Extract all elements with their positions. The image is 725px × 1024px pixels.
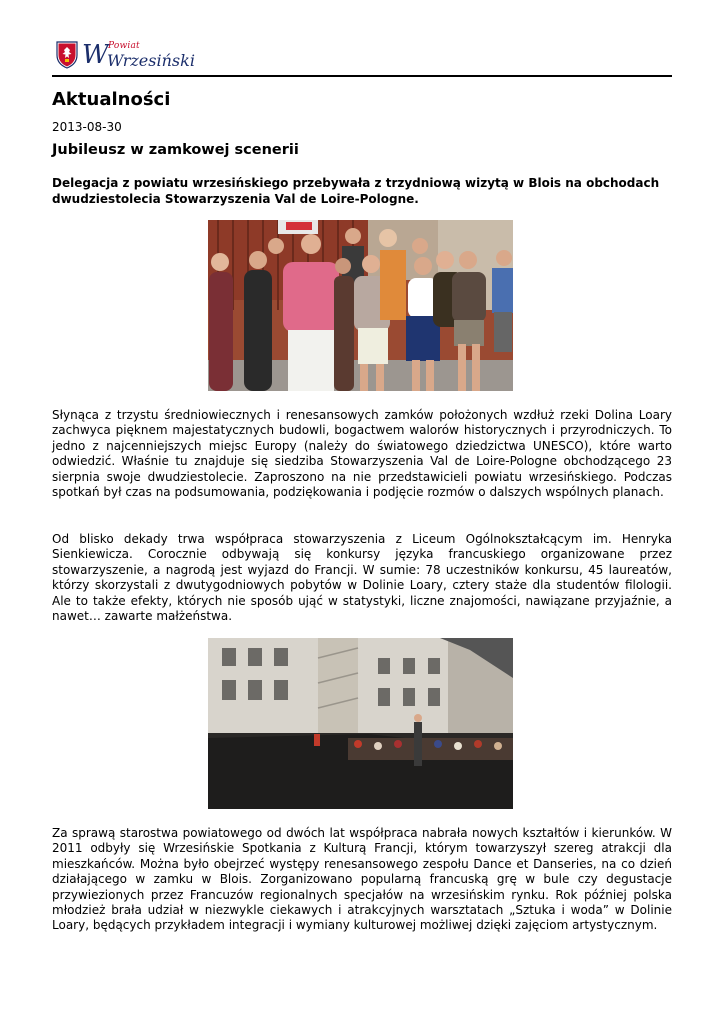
section-title: Aktualności: [52, 89, 171, 110]
article-paragraph-1: Słynąca z trzystu średniowiecznych i renesansowych zamków położonych wzdłuż rzeki Dolina Loary zachwyca pięknem majestatycznych budowli, bogactwem walorów historycznych i przyrodniczych. To jedno z najcenniejszych miejsc Europy (należy do światowego dziedzictwa UNESCO), które warto odwiedzić. Właśnie tu znajduje się siedziba Stowarzyszenia Val de Loire-Pologne obchodzącego 23 sierpnia swoje dwudziestolecie. Zaproszono na nie przedstawicieli powiatu wrzesińskiego. Podczas spotkań był czas na podsumowania, podziękowania i podjęcie rozmów o dalszych wspólnych planach.: [52, 408, 672, 500]
castle-photo: [208, 638, 513, 809]
article-lead: Delegacja z powiatu wrzesińskiego przebywała z trzydniową wizytą w Blois na obchodach dwudziestolecia Stowarzyszenia Val de Loire-Pologne.: [52, 176, 660, 206]
logo-letter: W: [82, 40, 109, 70]
logo-name: Wrzesiński: [107, 51, 195, 70]
logo-powiat-label: Powiat: [108, 41, 140, 51]
group-photo: [208, 220, 513, 391]
article-paragraph-2: Od blisko dekady trwa współpraca stowarzyszenia z Liceum Ogólnokształcącym im. Henryka Sienkiewicza. Corocznie odbywają się konkursy języka francuskiego organizowane przez stowarzyszenie, a nagrodą jest wyjazd do Francji. W sumie: 78 uczestników konkursu, 45 laureatów, którzy skorzystali z dwutygodniowych pobytów w Dolinie Loary, cztery staże dla studentów filologii. Ale to także efekty, których nie sposób ująć w statystyki, liczne znajomości, nawiązane przyjaźnie, a nawet… zawarte małżeństwa.: [52, 532, 672, 624]
powiat-logo[interactable]: [56, 38, 210, 72]
logo-wordmark: [80, 40, 210, 70]
page-header: [52, 34, 672, 77]
crest-icon: [56, 41, 78, 69]
article-title: Jubileusz w zamkowej scenerii: [52, 142, 299, 158]
article-date: 2013-08-30: [52, 120, 122, 134]
article-paragraph-3: Za sprawą starostwa powiatowego od dwóch lat współpraca nabrała nowych kształtów i kierunków. W 2011 odbyły się Wrzesińskie Spotkania z Kulturą Francji, którym towarzyszył szereg atrakcji dla mieszkańców. Można było obejrzeć występy renesansowego zespołu Dance et Danseries, na co dzień działającego w zamku w Blois. Zorganizowano popularną francuską grę w bule czy degustacje przywiezionych przez Francuzów regionalnych specjałów na wrzesińskim rynku. Rok później polska młodzież brała udział w niezwykle ciekawych i atrakcyjnych warsztatach „Sztuka i woda” w Dolinie Loary, będących przykładem integracji i wymiany kulturowej możliwej dzięki zajęciom artystycznym.: [52, 826, 672, 933]
